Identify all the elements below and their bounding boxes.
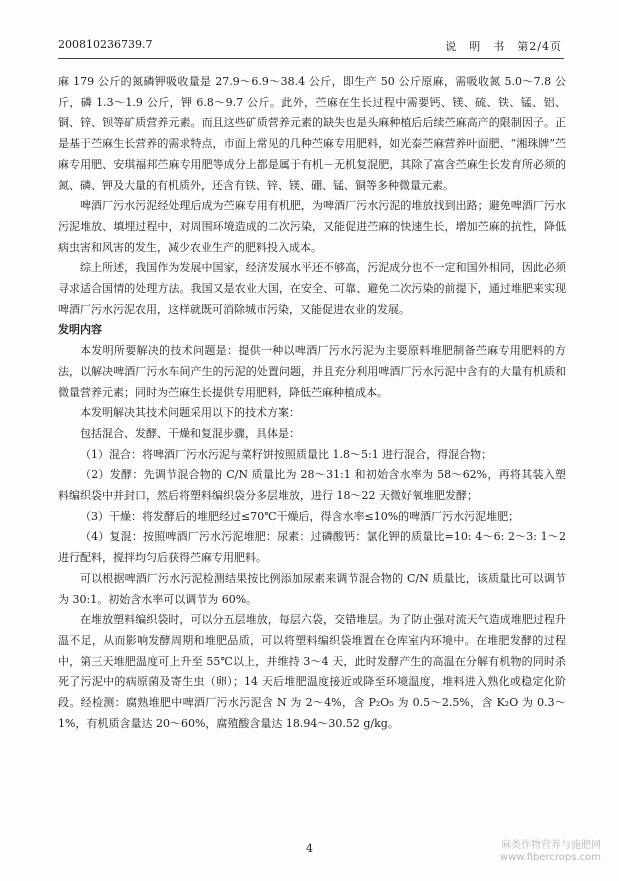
paragraph: 包括混合、发酵、干燥和复混步骤，具体是： [80,426,300,440]
step-item: （4）复混：按照啤酒厂污水污泥堆肥：尿素：过磷酸钙：氯化钾的质量比=10: 4～6: 2～3: 1～2 进行配料，搅拌均匀后获得苎麻专用肥料。 [58,530,566,565]
paragraph: 可以根据啤酒厂污水污泥检测结果按比例添加尿素来调节混合物的 C/N 质量比，该质量比可以调节为 30:1。初始含水率可以调节为 60%。 [58,571,566,606]
header-rule [58,58,564,59]
page-info: 第2/4页 [517,40,562,53]
step-item: （2）发酵：先调节混合物的 C/N 质量比为 28～31:1 和初始含水率为 58～62%，再将其装入塑料编织袋中并封口，然后将塑料编织袋分多层堆放，进行 18～22 天微好氧堆肥发酵； [58,468,566,503]
watermark [500,840,601,864]
page-number: 4 [306,842,313,855]
paragraph: 在堆放塑料编织袋时，可以分五层堆放，每层六袋，交错堆层。为了防止强对流天气造成堆肥过程升温不足，从而影响发酵周期和堆肥品质，可以将塑料编织袋堆置在仓库室内环境中。在堆肥发酵的过程中，第三天堆肥温度可上升至 55℃以上，并维持 3～4 天，此时发酵产生的高温在分解有机物的同时杀死了污泥中的病原菌及寄生虫（卵）；14 天后堆肥温度接近或降至环境温度，堆料进入熟化或稳定化阶段。经检测：腐熟堆肥中啤酒厂污水污泥含 N 为 2～4%，含 P₂O₅ 为 0.5～2.5%，含 K₂O 为 0.3～1%，有机质含量达 20～60%，腐殖酸含量达 18.94～30.52 g/kg。 [58,613,566,730]
section-heading: 发明内容 [58,323,102,337]
step-item: （3）干燥：将发酵后的堆肥经过≤70℃干燥后，得含水率≤10%的啤酒厂污水污泥堆肥； [80,509,520,523]
watermark-url: www.fibercrops.com [499,852,601,863]
document-body [58,72,566,735]
header-right [445,38,562,54]
paragraph: 麻 179 公斤的氮磷钾吸收量是 27.9～6.9～38.4 公斤，即生产 50 公斤原麻，需吸收氮 5.0～7.8 公斤，磷 1.3～1.9 公斤，钾 6.8～9.7 公斤。此外，苎麻在生长过程中需要钙、镁、硫、铁、锰、铝、铜、锌、钡等矿质营养元素。而且这些矿质营养元素的缺失也是头麻种植后后续苎麻高产的限制因子。正是基于苎麻生长营养的需求特点，市面上常见的几种苎麻专用肥料，如光泰苎麻营养叶面肥、“湘珠牌”苎麻专用肥、安琪福邦苎麻专用肥等成分上都是属于有机－无机复混肥，其除了富含苎麻生长发育所必须的氮、磷、钾及大量的有机质外，还含有铁、锌、镁、硼、锰、铜等多种微量元素。 [58,75,566,192]
document-type: 说 明 书 [445,40,506,53]
step-item: （1）混合：将啤酒厂污水污泥与菜籽饼按照质量比 1.8～5:1 进行混合，得混合物； [80,447,493,461]
page-header [58,38,562,56]
paragraph: 综上所述，我国作为发展中国家，经济发展水平还不够高，污泥成分也不一定和国外相同，因此必须寻求适合国情的处理方法。我国又是农业大国，在安全、可靠、避免二次污染的前提下，通过堆肥来实现啤酒厂污水污泥农用，这样就既可消除城市污染，又能促进农业的发展。 [58,261,566,316]
paragraph: 本发明所要解决的技术问题是：提供一种以啤酒厂污水污泥为主要原料堆肥制备苎麻专用肥料的方法，以解决啤酒厂污水车间产生的污泥的处置问题，并且充分利用啤酒厂污水污泥中含有的大量有机质和微量营养元素；同时为苎麻生长提供专用肥料，降低苎麻种植成本。 [58,344,566,399]
application-number: 200810236739.7 [58,38,153,51]
watermark-site-name: 麻类作物营养与施肥网 [501,840,601,851]
paragraph: 本发明解决其技术问题采用以下的技术方案： [80,406,300,420]
paragraph: 啤酒厂污水污泥经处理后成为苎麻专用有机肥，为啤酒厂污水污泥的堆放找到出路；避免啤酒厂污水污泥堆放、填埋过程中，对周围环境造成的二次污染，又能促进苎麻的快速生长，增加苎麻的抗性，降低病虫害和风害的发生，减少农业生产的肥料投入成本。 [58,199,566,254]
